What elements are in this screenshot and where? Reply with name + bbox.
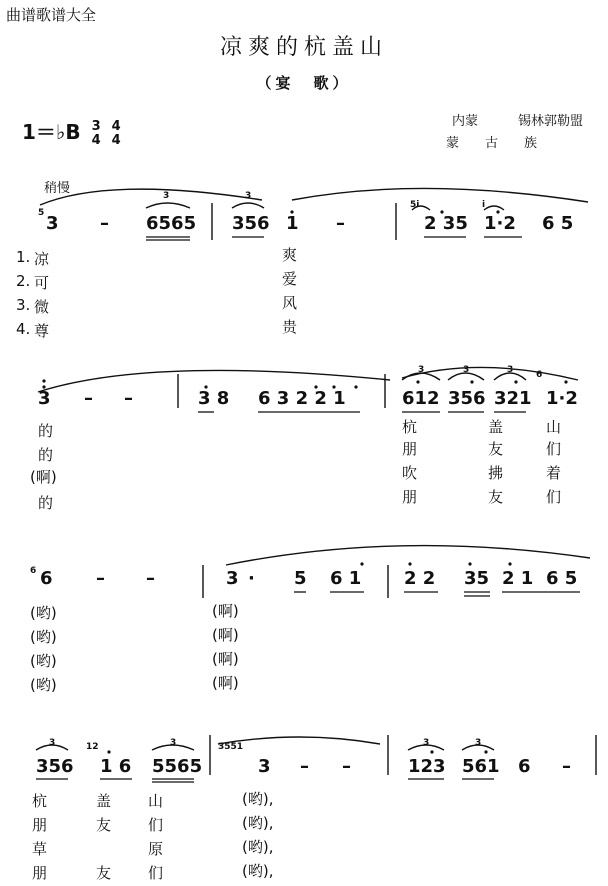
lyric: (哟) <box>30 676 57 694</box>
phrase-slur <box>292 188 588 202</box>
lyric: 爽 <box>282 246 298 264</box>
tuplet-number: 3 <box>463 365 470 375</box>
lyric: 友 <box>96 816 112 834</box>
grace-note: 3551 <box>218 742 244 752</box>
lyric: (哟) <box>30 652 57 670</box>
lyric: 盖 <box>96 792 112 810</box>
note-group: 356 <box>36 756 74 777</box>
credit-ethnic: 蒙 古 族 <box>446 136 538 151</box>
note: 5 <box>294 568 307 589</box>
tuplet-number: 3 <box>507 365 514 375</box>
note-group: 2 1 <box>502 568 534 589</box>
note-group: 123 <box>408 756 446 777</box>
tuplet-number: 3 <box>170 738 177 748</box>
lyric: 朋 <box>402 488 418 506</box>
rest-dash: – <box>562 756 571 777</box>
grace-note: i <box>482 200 486 210</box>
grace-note: 12 <box>86 742 99 752</box>
tuplet-number: 3 <box>163 191 170 201</box>
lyric: 们 <box>148 864 164 882</box>
lyric: (啊) <box>30 468 57 486</box>
note-group: 3 8 <box>198 388 230 409</box>
lyric: (啊) <box>212 650 239 668</box>
lyric: 拂 <box>488 464 504 482</box>
lyric: (哟), <box>242 838 274 856</box>
lyric: 山 <box>148 792 164 810</box>
note-group: 1·2 <box>484 213 516 234</box>
note: 3 <box>46 213 59 234</box>
lyric: (哟), <box>242 790 274 808</box>
note: 1 <box>286 213 299 234</box>
lyric: 风 <box>282 294 298 312</box>
note-group: 356 <box>232 213 270 234</box>
lyric: 尊 <box>34 322 50 340</box>
note-group: 6 5 <box>546 568 578 589</box>
tuplet-number: 3 <box>418 365 425 375</box>
lyric: (哟) <box>30 628 57 646</box>
lyric: (哟) <box>30 604 57 622</box>
lyric: 朋 <box>402 440 418 458</box>
lyric-number: 1. <box>16 248 31 266</box>
rest-dash: – <box>342 756 351 777</box>
grace-note: 5 <box>38 208 45 218</box>
rest-dash: – <box>300 756 309 777</box>
note-group: 2 2 <box>404 568 436 589</box>
lyric-number: 4. <box>16 320 31 338</box>
lyric: (啊) <box>212 602 239 620</box>
lyric: 原 <box>148 840 164 858</box>
tempo-marking: 稍慢 <box>44 181 71 196</box>
lyric: 们 <box>546 488 562 506</box>
rest-dash: – <box>100 213 109 234</box>
note: 3 <box>258 756 271 777</box>
lyric: 微 <box>34 298 50 316</box>
key-label: 1＝♭B <box>22 120 81 144</box>
lyric: 杭 <box>402 418 418 436</box>
rest-dash: – <box>96 568 105 589</box>
note-group: 1·2 <box>546 388 578 409</box>
note-group: 612 <box>402 388 440 409</box>
lyric: 贵 <box>282 318 298 336</box>
credit-person: 锡林郭勒盟 <box>518 114 584 129</box>
lyric: 盖 <box>488 418 504 436</box>
song-title: 凉爽的杭盖山 <box>219 35 388 60</box>
dot-mark: · <box>248 568 255 589</box>
lyric-number: 2. <box>16 272 31 290</box>
grace-note: 6 <box>30 566 37 576</box>
note-group: 6 5 <box>542 213 574 234</box>
lyric: 的 <box>38 422 54 440</box>
tuplet-slur <box>232 203 264 208</box>
note-group: 5565 <box>152 756 203 777</box>
phrase-slur <box>40 189 262 205</box>
lyric: 着 <box>546 464 562 482</box>
lyric-number: 3. <box>16 296 31 314</box>
lyric: 朋 <box>32 816 48 834</box>
lyric: 的 <box>38 446 54 464</box>
rest-dash: – <box>146 568 155 589</box>
tuplet-number: 3 <box>475 738 482 748</box>
note-group: 321 <box>494 388 532 409</box>
note-group: 6 1 <box>330 568 362 589</box>
rest-dash: – <box>336 213 345 234</box>
lyric: 山 <box>546 418 562 436</box>
grace-note: 5i <box>410 200 420 210</box>
lyric: 们 <box>546 440 562 458</box>
rest-dash: – <box>124 388 133 409</box>
note-group: 1 6 <box>100 756 132 777</box>
lyric: 友 <box>488 488 504 506</box>
note-group: 356 <box>448 388 486 409</box>
lyric: 爱 <box>282 270 298 288</box>
lyric: (哟), <box>242 862 274 880</box>
note-group: 6565 <box>146 213 197 234</box>
note: 3 <box>226 568 239 589</box>
note-group: 6 3 2 2 1 <box>258 388 346 409</box>
lyric: 可 <box>34 274 50 292</box>
credit-region: 内蒙 <box>452 114 479 129</box>
grace-slur <box>484 206 504 210</box>
lyric: 的 <box>38 494 54 512</box>
lyric: (啊) <box>212 626 239 644</box>
song-subtitle: （宴 歌） <box>256 74 352 92</box>
lyric: 吹 <box>402 464 418 482</box>
note-group: 35 <box>464 568 490 589</box>
note-group: 561 <box>462 756 500 777</box>
note: 6 <box>40 568 53 589</box>
tuplet-number: 3 <box>49 738 56 748</box>
rest-dash: – <box>84 388 93 409</box>
note: 3 <box>38 388 51 409</box>
lyric: 朋 <box>32 864 48 882</box>
phrase-slur <box>226 546 590 565</box>
lyric: 凉 <box>34 250 50 268</box>
note: 6 <box>518 756 531 777</box>
tuplet-number: 3 <box>245 191 252 201</box>
note-group: 2 35 <box>424 213 468 234</box>
site-label: 曲谱歌谱大全 <box>6 6 97 24</box>
lyric: 草 <box>32 840 48 858</box>
lyric: 友 <box>96 864 112 882</box>
tuplet-number: 3 <box>423 738 430 748</box>
lyric: 友 <box>488 440 504 458</box>
grace-note: 6 <box>536 370 543 380</box>
tuplet-slur <box>146 203 190 208</box>
lyric: 们 <box>148 816 164 834</box>
time-signature-1: 3 4 <box>91 118 101 148</box>
lyric: 杭 <box>32 792 48 810</box>
lyric: (哟), <box>242 814 274 832</box>
time-signature-2: 4 4 <box>111 118 121 148</box>
lyric: (啊) <box>212 674 239 692</box>
